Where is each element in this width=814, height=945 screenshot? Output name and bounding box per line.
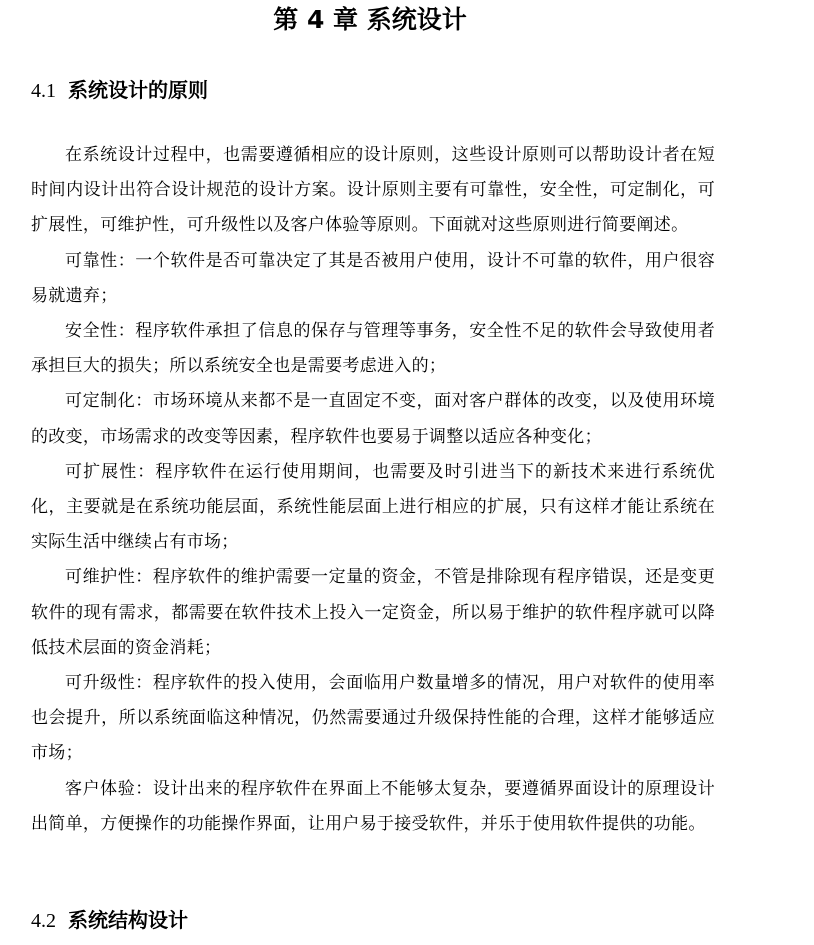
section-title: 系统设计的原则 [68, 78, 208, 102]
section-body [31, 138, 715, 842]
paragraph-intro: 在系统设计过程中，也需要遵循相应的设计原则，这些设计原则可以帮助设计者在短时间内设计出符合设计规范的设计方案。设计原则主要有可靠性，安全性，可定制化，可扩展性，可维护性，可升级性以及客户体验等原则。下面就对这些原则进行简要阐述。 [31, 145, 715, 236]
section-number: 4.1 [31, 80, 56, 102]
paragraph-extensibility: 可扩展性：程序软件在运行使用期间，也需要及时引进当下的新技术来进行系统优化，主要就是在系统功能层面，系统性能层面上进行相应的扩展，只有这样才能让系统在实际生活中继续占有市场； [31, 461, 715, 553]
paragraph-upgradability: 可升级性：程序软件的投入使用，会面临用户数量增多的情况，用户对软件的使用率也会提升，所以系统面临这种情况，仍然需要通过升级保持性能的合理，这样才能够适应市场； [31, 673, 715, 764]
paragraph-reliability: 可靠性：一个软件是否可靠决定了其是否被用户使用，设计不可靠的软件，用户很容易就遗弃； [31, 250, 715, 306]
chapter-title: 第 4 章 系统设计 [273, 5, 467, 34]
section-heading-4-2 [31, 906, 188, 935]
paragraph-user-experience: 客户体验：设计出来的程序软件在界面上不能够太复杂，要遵循界面设计的原理设计出简单，方便操作的功能操作界面，让用户易于接受软件，并乐于使用软件提供的功能。 [31, 778, 715, 834]
paragraph-maintainability: 可维护性：程序软件的维护需要一定量的资金，不管是排除现有程序错误，还是变更软件的现有需求，都需要在软件技术上投入一定资金，所以易于维护的软件程序就可以降低技术层面的资金消耗； [31, 567, 715, 658]
section-number: 4.2 [31, 910, 56, 932]
paragraph-customizability: 可定制化：市场环境从来都不是一直固定不变，面对客户群体的改变，以及使用环境的改变，市场需求的改变等因素，程序软件也要易于调整以适应各种变化； [31, 391, 715, 447]
paragraph-security: 安全性：程序软件承担了信息的保存与管理等事务，安全性不足的软件会导致使用者承担巨大的损失；所以系统安全也是需要考虑进入的； [31, 321, 715, 377]
section-title: 系统结构设计 [68, 908, 188, 932]
section-heading-4-1 [31, 76, 208, 105]
